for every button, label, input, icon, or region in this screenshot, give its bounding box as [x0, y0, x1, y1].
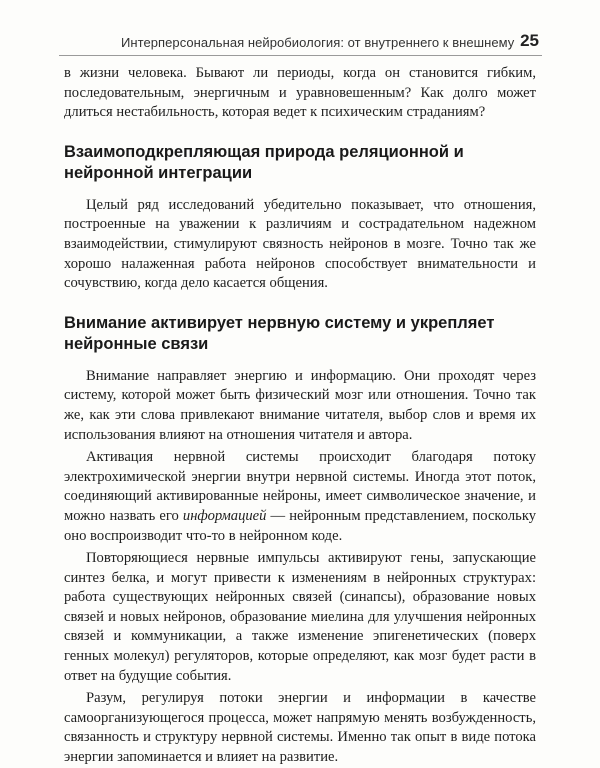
paragraph-integration: Целый ряд исследований убедительно показывает, что отношения, построенные на уважении к различиям и сострадательном надежном взаимодействии, стимулируют связность нейронов в мозге. Точно так же хорошо налаженная работа нейронов способствует внимательности и сочувствию, когда дело касается общения. — [64, 196, 536, 292]
paragraph-attention-3: Повторяющиеся нервные импульсы активируют гены, запускающие синтез белка, и могут привести к изменениям в нейронных структурах: работа существующих нейронных связей (синапсы), образование новых связей и новых нейронов, образование миелина для улучшения нейронных связей и коммуникации, а также изменение эпигенетических (поверх генных молекул) регуляторов, которые определяют, как мозг будет расти в ответ на будущие события. — [64, 550, 536, 684]
paragraph-attention-2 — [64, 448, 536, 546]
paragraph-text: — нейронным представлением, поскольку оно воспроизводит что-то в нейронном коде. — [64, 507, 537, 544]
paragraph-attention-4: Разум, регулируя потоки энергии и информации в качестве самоорганизующегося процесса, может напрямую менять возбужденность, связанность и структуру нервной системы. Именно так опыт в виде потока энергии запоминается и влияет на развитие. — [64, 690, 536, 766]
running-header — [59, 29, 542, 56]
paragraph-text: Активация нервной системы происходит благодаря потоку электрохимической энергии внутри нервной системы. Иногда этот поток, соединяющий активированные нейроны, имеет символическое значение, и можно назвать его — [64, 449, 536, 524]
section-heading-integration: Взаимоподкрепляющая природа реляционной и нейронной интеграции — [64, 142, 464, 182]
page-number: 25 — [520, 31, 539, 50]
emphasis-information: информацией — [182, 507, 267, 524]
section-heading-attention: Внимание активирует нервную систему и укрепляет нейронные связи — [64, 313, 495, 353]
paragraph-continuation: в жизни человека. Бывают ли периоды, когда он становится гибким, последовательным, энергичным и уравновешенным? Как долго может длиться нестабильность, которая ведет к психическим страданиям? — [64, 65, 536, 121]
running-title: Интерперсональная нейробиология: от внутреннего к внешнему — [121, 35, 515, 50]
page-body — [64, 64, 536, 768]
paragraph-attention-1: Внимание направляет энергию и информацию. Они проходят через систему, которой может быть физический мозг или отношения. Точно так же, как эти слова привлекают внимание читателя, выбор слов и время их использования влияют на отношения читателя и автора. — [64, 367, 536, 443]
